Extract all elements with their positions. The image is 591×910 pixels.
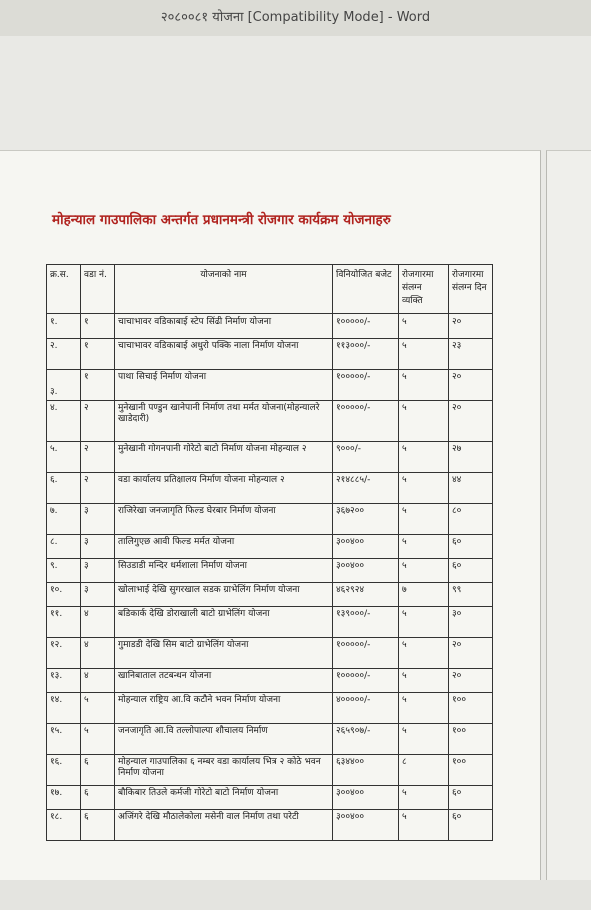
cell-persons: ५ <box>399 638 449 669</box>
cell-sn: ५. <box>47 442 81 473</box>
cell-budget: ४०००००/- <box>333 693 399 724</box>
cell-budget: १०००००/- <box>333 314 399 339</box>
table-row <box>47 583 493 607</box>
cell-persons: ५ <box>399 339 449 370</box>
table-header-row <box>47 265 493 314</box>
cell-budget: ३६७२०० <box>333 504 399 535</box>
column-header: क्र.स. <box>47 265 81 314</box>
cell-days: ६० <box>449 535 493 559</box>
cell-persons: ५ <box>399 724 449 755</box>
cell-sn: १६. <box>47 755 81 786</box>
window-title-bar <box>0 0 591 36</box>
cell-persons: ५ <box>399 693 449 724</box>
table-row <box>47 339 493 370</box>
cell-days: १०० <box>449 755 493 786</box>
cell-budget: ३००४०० <box>333 810 399 841</box>
project-table <box>46 264 493 841</box>
cell-name: मुनेखानी पण्डुन खानेपानी निर्माण तथा मर्मत योजना(मोहन्यालरे खाडेदारी) <box>115 401 333 442</box>
cell-budget: ९०००/- <box>333 442 399 473</box>
cell-persons: ५ <box>399 786 449 810</box>
cell-budget: ३००४०० <box>333 559 399 583</box>
cell-persons: ८ <box>399 755 449 786</box>
cell-sn: ६. <box>47 473 81 504</box>
cell-sn: १७. <box>47 786 81 810</box>
table-row <box>47 370 493 401</box>
cell-days: २७ <box>449 442 493 473</box>
table-row <box>47 401 493 442</box>
cell-days: २० <box>449 401 493 442</box>
cell-ward: ३ <box>81 583 115 607</box>
cell-name: मोहन्याल राष्ट्रिय आ.वि कटौने भवन निर्माण योजना <box>115 693 333 724</box>
table-row <box>47 810 493 841</box>
cell-sn: १८. <box>47 810 81 841</box>
cell-sn: ७. <box>47 504 81 535</box>
cell-name: चाचाभावर वडिकाबाई स्टेप सिंढी निर्माण योजना <box>115 314 333 339</box>
cell-persons: ५ <box>399 607 449 638</box>
page-bottom-area <box>0 880 591 910</box>
cell-persons: ५ <box>399 559 449 583</box>
cell-ward: ६ <box>81 786 115 810</box>
column-header: विनियोजित बजेट <box>333 265 399 314</box>
cell-days: १०० <box>449 693 493 724</box>
cell-ward: ४ <box>81 669 115 693</box>
table-row <box>47 504 493 535</box>
cell-days: १०० <box>449 724 493 755</box>
table-row <box>47 786 493 810</box>
cell-ward: २ <box>81 473 115 504</box>
cell-days: ६० <box>449 786 493 810</box>
cell-name: बडिकार्क देखि डोराखाली बाटो ग्राभेलिंग योजना <box>115 607 333 638</box>
cell-name: राजिरेखा जनजागृति फिल्ड घेरबार निर्माण योजना <box>115 504 333 535</box>
cell-sn: १५. <box>47 724 81 755</box>
table-row <box>47 314 493 339</box>
cell-ward: २ <box>81 401 115 442</box>
cell-budget: १०००००/- <box>333 401 399 442</box>
cell-persons: ५ <box>399 535 449 559</box>
cell-persons: ५ <box>399 504 449 535</box>
cell-name: जनजागृति आ.वि तल्लोपाल्पा शौचालय निर्माण <box>115 724 333 755</box>
cell-name: सिउडाडी मन्दिर धर्मशाला निर्माण योजना <box>115 559 333 583</box>
cell-name: गुमाडडी देखि सिम बाटो ग्राभेलिंग योजना <box>115 638 333 669</box>
cell-name: बौकिबार तिउले कर्मजी गोरेटो बाटो निर्माण योजना <box>115 786 333 810</box>
cell-budget: ४६२९२४ <box>333 583 399 607</box>
cell-days: २० <box>449 669 493 693</box>
cell-sn: ८. <box>47 535 81 559</box>
cell-sn: ९. <box>47 559 81 583</box>
cell-persons: ५ <box>399 669 449 693</box>
table-row <box>47 724 493 755</box>
cell-ward: ५ <box>81 724 115 755</box>
cell-days: ९९ <box>449 583 493 607</box>
cell-persons: ५ <box>399 401 449 442</box>
cell-name: पाथा सिचाई निर्माण योजना <box>115 370 333 401</box>
cell-name: चाचाभावर वडिकाबाई अधुरो पक्कि नाला निर्माण योजना <box>115 339 333 370</box>
cell-days: २० <box>449 638 493 669</box>
document-heading: मोहन्याल गाउपालिका अन्तर्गत प्रधानमन्त्री रोजगार कार्यक्रम योजनाहरु <box>52 212 391 228</box>
table-row <box>47 559 493 583</box>
cell-persons: ५ <box>399 442 449 473</box>
cell-sn: १३. <box>47 669 81 693</box>
cell-budget: ६३४४०० <box>333 755 399 786</box>
cell-days: ८० <box>449 504 493 535</box>
cell-persons: ७ <box>399 583 449 607</box>
cell-ward: ६ <box>81 755 115 786</box>
table-row <box>47 607 493 638</box>
cell-days: ३० <box>449 607 493 638</box>
cell-persons: ५ <box>399 314 449 339</box>
cell-name: तालिगुएछ आवी फिल्ड मर्मत योजना <box>115 535 333 559</box>
cell-budget: २६५९०७/- <box>333 724 399 755</box>
cell-days: २० <box>449 370 493 401</box>
cell-budget: १०००००/- <box>333 669 399 693</box>
table-row <box>47 669 493 693</box>
cell-sn: ३. <box>47 370 81 401</box>
cell-ward: ४ <box>81 638 115 669</box>
column-header: रोजगारमा संलग्न दिन <box>449 265 493 314</box>
cell-persons: ५ <box>399 473 449 504</box>
column-header: वडा नं. <box>81 265 115 314</box>
cell-name: मुनेखानी गोगनपानी गोरेटो बाटो निर्माण योजना मोहन्याल २ <box>115 442 333 473</box>
next-page-edge[interactable] <box>546 150 591 881</box>
cell-persons: ५ <box>399 370 449 401</box>
table-row <box>47 638 493 669</box>
cell-budget: १०००००/- <box>333 370 399 401</box>
cell-budget: ११३०००/- <box>333 339 399 370</box>
cell-budget: १०००००/- <box>333 638 399 669</box>
cell-budget: २१४८८५/- <box>333 473 399 504</box>
cell-sn: ११. <box>47 607 81 638</box>
cell-ward: १ <box>81 314 115 339</box>
cell-budget: १३९०००/- <box>333 607 399 638</box>
table-row <box>47 473 493 504</box>
table-row <box>47 693 493 724</box>
cell-sn: २. <box>47 339 81 370</box>
cell-name: वडा कार्यालय प्रतिक्षालय निर्माण योजना मोहन्याल २ <box>115 473 333 504</box>
cell-budget: ३००४०० <box>333 786 399 810</box>
table-row <box>47 442 493 473</box>
table-row <box>47 535 493 559</box>
cell-sn: १. <box>47 314 81 339</box>
cell-name: अजिंगरे देखि मौठालेकोला मसेनी वाल निर्माण तथा परेटी <box>115 810 333 841</box>
cell-ward: ५ <box>81 693 115 724</box>
cell-ward: ३ <box>81 535 115 559</box>
cell-sn: ४. <box>47 401 81 442</box>
column-header: योजनाको नाम <box>115 265 333 314</box>
cell-days: ४४ <box>449 473 493 504</box>
window-title: २०८००८१ योजना [Compatibility Mode] - Word <box>160 10 431 25</box>
cell-sn: १४. <box>47 693 81 724</box>
cell-persons: ५ <box>399 810 449 841</box>
cell-ward: ३ <box>81 559 115 583</box>
cell-name: मोहन्याल गाउपालिका ६ नम्बर वडा कार्यालय भित्र २ कोठे भवन निर्माण योजना <box>115 755 333 786</box>
column-header: रोजगारमा संलग्न व्यक्ति <box>399 265 449 314</box>
table-row <box>47 755 493 786</box>
cell-name: खानिबाताल तटबन्धन योजना <box>115 669 333 693</box>
cell-ward: १ <box>81 370 115 401</box>
cell-ward: १ <box>81 339 115 370</box>
cell-days: ६० <box>449 559 493 583</box>
cell-ward: ३ <box>81 504 115 535</box>
cell-budget: ३००४०० <box>333 535 399 559</box>
cell-ward: ४ <box>81 607 115 638</box>
cell-days: २० <box>449 314 493 339</box>
cell-days: ६० <box>449 810 493 841</box>
cell-sn: १०. <box>47 583 81 607</box>
cell-days: २३ <box>449 339 493 370</box>
cell-ward: २ <box>81 442 115 473</box>
cell-ward: ६ <box>81 810 115 841</box>
cell-name: खोलाभाई देखि सुगरखाल सडक ग्राभेलिंग निर्माण योजना <box>115 583 333 607</box>
cell-sn: १२. <box>47 638 81 669</box>
